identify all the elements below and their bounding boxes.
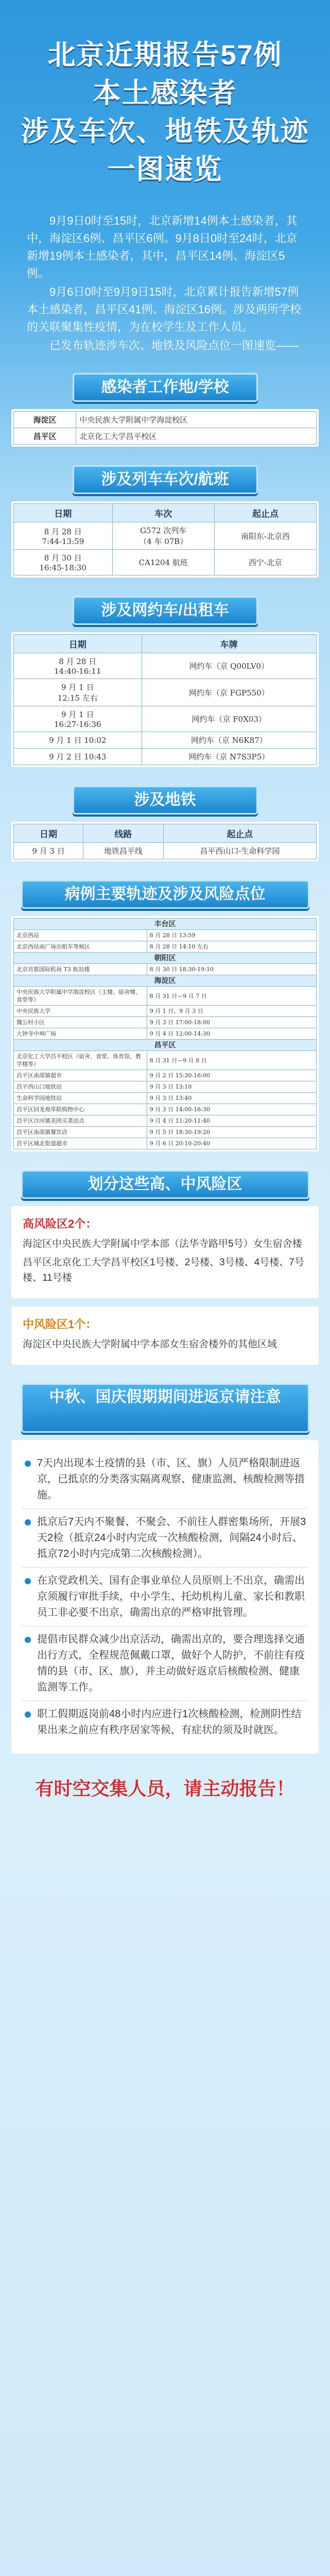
time-cell: 9 月 3 日 13:10 (147, 1081, 316, 1093)
location-cell: 昌平西山口地铁站 (14, 1081, 147, 1093)
table-row (14, 732, 317, 749)
table-row (14, 679, 317, 706)
time-cell: 8 月 28 日 14:10 左右 (147, 941, 316, 953)
mid-risk-label: 中风险区1个： (23, 1318, 97, 1331)
location-cell: 大钟寺中坤广场 (14, 1028, 147, 1040)
location-cell: 生命科学园地铁站 (14, 1093, 147, 1104)
high-risk-item: 昌平区北京化工大学昌平校区1号楼、2号楼、3号楼、4号楼、7号楼、11号楼 (23, 1257, 304, 1283)
time-cell: 9 月 3 日 17:00-18:00 (147, 1017, 316, 1028)
table-header: 车牌 (142, 635, 316, 653)
location-cell: 昌平区城北街道超市 (14, 1138, 147, 1149)
hint-item: 职工假期返岗前48小时内应进行1次核酸检测，检测阴性结果出来之前应有秩序居家等候，有症状的须及时就医。 (23, 1701, 307, 1743)
hint-section (11, 1383, 319, 1754)
table-row (14, 1006, 317, 1017)
district-name: 丰台区 (14, 919, 317, 930)
date-cell: 9 月 2 日 10:43 (14, 749, 142, 765)
hint-section-title: 中秋、国庆假期期间进返京请注意 (21, 1383, 309, 1433)
time-cell: 9 月 2 日 15:30-16:00 (147, 1070, 316, 1081)
intro-paragraph: 9月6日0时至9月9日15时，北京累计报告新增57例本土感染者，昌平区41例、海淀区16例。涉及两所学校的关联聚集性疫情，为在校学生及工作人员。 (27, 285, 301, 333)
location-cell: 北京西站南广场出租车等候区 (14, 941, 147, 953)
work-section-title: 感染者工作地/学校 (73, 373, 258, 402)
trajectory-table (13, 918, 317, 1149)
taxi-table (13, 634, 317, 765)
title-line: 北京近期报告57例 (47, 40, 283, 71)
time-cell: 9 月 1 日、9 月 3 日 (147, 1006, 316, 1017)
route-cell: 西宁-北京 (214, 550, 316, 575)
time-cell: 9 月 4 日 11:20-11:40 (147, 1115, 316, 1127)
table-row (14, 930, 317, 941)
title-line: 一图速览 (107, 154, 223, 185)
time-cell: 8 月 31 日—9 月 8 日 (147, 1051, 316, 1070)
location-cell: 昌平区回龙观华联购物中心 (14, 1104, 147, 1115)
place-cell: 北京化工大学昌平校区 (76, 428, 317, 445)
table-row (14, 653, 317, 679)
time-cell: 9 月 4 日 12:00-14:30 (147, 1028, 316, 1040)
table-row (14, 964, 317, 975)
date-cell: 8 月 28 日 14:40-16:11 (14, 653, 142, 679)
table-header: 线路 (83, 824, 164, 843)
high-risk-label: 高风险区2个： (23, 1217, 97, 1230)
time-cell: 8 月 28 日 13:59 (147, 930, 316, 941)
district-cell: 海淀区 (14, 412, 76, 428)
table-row (14, 1138, 317, 1149)
train-card (11, 501, 319, 578)
taxi-card (11, 632, 319, 767)
intro-paragraph: 9月9日0时至15时，北京新增14例本土感染者，其中，海淀区6例、昌平区6例。9月8日0时至24时，北京新增19例本土感染者，其中，昌平区14例、海淀区5例。 (27, 214, 298, 280)
district-row (14, 1040, 317, 1051)
subway-section (11, 786, 319, 861)
hero (0, 0, 330, 189)
hint-item: 7天内出现本土疫情的县（市、区、旗）人员严格限制进返京，已抵京的分类落实隔离观察、健康监测、核酸检测等措施。 (23, 1450, 307, 1509)
taxi-section-title: 涉及网约车/出租车 (73, 596, 258, 625)
title-line: 涉及车次、地铁及轨迹 (21, 116, 309, 147)
table-row (14, 843, 317, 859)
table-header: 日期 (14, 824, 83, 843)
table-row (14, 1104, 317, 1115)
table-row (14, 1093, 317, 1104)
date-cell: 9 月 1 日 10:02 (14, 732, 142, 749)
location-cell: 北京化工大学昌平校区（宿舍、食堂、体育馆、教学楼等） (14, 1051, 147, 1070)
subway-card (11, 822, 319, 861)
train-no-cell: CA1204 航班 (112, 550, 214, 575)
date-cell: 9 月 1 日 16:27-16:36 (14, 706, 142, 732)
taxi-section (11, 596, 319, 767)
date-cell: 8 月 30 日 16:45-18:30 (14, 550, 113, 575)
district-row (14, 953, 317, 964)
train-table (13, 503, 317, 575)
plate-cell: 网约车（京 N7S3P5） (142, 749, 316, 765)
table-row (14, 1070, 317, 1081)
train-section (11, 465, 319, 578)
table-row (14, 941, 317, 953)
time-cell: 9 月 5 日 18:30-19:20 (147, 1127, 316, 1138)
work-table (13, 411, 317, 445)
location-cell: 昌平区沙河镇美团买菜站点 (14, 1115, 147, 1127)
table-row (14, 1028, 317, 1040)
hint-item: 提倡市民群众减少出京活动，确需出京的，要合理选择交通出行方式，全程规范佩戴口罩，做好个人防护，不前往有疫情的县（市、区、旗），并主动做好返京后核酸检测、健康监测等工作。 (23, 1626, 307, 1701)
work-section (11, 373, 319, 447)
plate-cell: 网约车（京 Q00LV0） (142, 653, 316, 679)
location-cell: 昌平区南邵镇超市 (14, 1070, 147, 1081)
location-cell: 魏公村小区 (14, 1017, 147, 1028)
trajectory-card (11, 916, 319, 1151)
table-row (14, 412, 317, 428)
time-cell: 9 月 3 日 14:00-16:30 (147, 1104, 316, 1115)
route-cell: 南阳东-北京西 (214, 522, 316, 550)
table-row (14, 987, 317, 1006)
location-cell: 中央民族大学 (14, 1006, 147, 1017)
plate-cell: 网约车（京 N6K87） (142, 732, 316, 749)
date-cell: 8 月 28 日 7:44-13:59 (14, 522, 113, 550)
table-header: 日期 (14, 504, 113, 522)
intro-paragraph: 已发布轨迹涉车次、地铁及风险点位一图速览—— (49, 339, 299, 352)
date-cell: 9 月 1 日 12:15 左右 (14, 679, 142, 706)
time-cell: 8 月 31 日—9 月 7 日 (147, 987, 316, 1006)
high-risk-item: 海淀区中央民族大学附属中学本部（法华寺路甲5号）女生宿舍楼 (23, 1239, 302, 1249)
table-row (14, 706, 317, 732)
table-header: 日期 (14, 635, 142, 653)
title-line: 本土感染者 (93, 78, 237, 109)
subway-table (13, 824, 317, 859)
district-cell: 昌平区 (14, 428, 76, 445)
location-cell: 北京首都国际机场 T3 航站楼 (14, 964, 147, 975)
hint-box (11, 1440, 319, 1754)
time-cell: 9 月 3 日 13:40 (147, 1093, 316, 1104)
location-cell: 北京西站 (14, 930, 147, 941)
risk-section (11, 1170, 319, 1365)
table-row (14, 1081, 317, 1093)
place-cell: 中央民族大学附属中学海淀校区 (76, 412, 317, 428)
trajectory-section-title: 病例主要轨迹及涉及风险点位 (21, 880, 309, 909)
table-row (14, 749, 317, 765)
slogan: 有时空交集人员，请主动报告！ (35, 1778, 295, 1799)
district-name: 昌平区 (14, 1040, 317, 1051)
time-cell: 9 月 6 日 20:10-20:40 (147, 1138, 316, 1149)
mid-risk-box (11, 1307, 319, 1365)
train-section-title: 涉及列车车次/航班 (73, 465, 258, 494)
subway-section-title: 涉及地铁 (73, 786, 258, 815)
hint-item: 抵京后7天内不聚餐、不聚会、不前往人群密集场所，开展3天2检（抵京24小时内完成一次核酸检测，间隔24小时后、抵京72小时内完成第二次核酸检测）。 (23, 1509, 307, 1568)
work-card (11, 409, 319, 447)
table-row (14, 550, 317, 575)
mid-risk-item: 海淀区中央民族大学附属中学本部女生宿舍楼外的其他区域 (23, 1339, 277, 1350)
intro (27, 212, 303, 354)
route-cell: 昌平西山口-生命科学园 (163, 843, 316, 859)
hint-item: 在京党政机关、国有企事业单位人员原则上不出京，确需出京须履行审批手续，中小学生、托幼机构儿童、家长和教职员工非必要不出京，确需出京的严格审批管理。 (23, 1568, 307, 1626)
date-cell: 9 月 3 日 (14, 843, 83, 859)
table-row (14, 1115, 317, 1127)
time-cell: 8 月 30 日 18:30-19:10 (147, 964, 316, 975)
district-name: 海淀区 (14, 975, 317, 987)
line-cell: 地铁昌平线 (83, 843, 164, 859)
plate-cell: 网约车（京 FGP550） (142, 679, 316, 706)
table-row (14, 1051, 317, 1070)
table-header: 起止点 (214, 504, 316, 522)
train-no-cell: G572 次列车 （4 车 07B） (112, 522, 214, 550)
table-row (14, 522, 317, 550)
risk-section-title: 划分这些高、中风险区 (21, 1170, 309, 1199)
table-row (14, 428, 317, 445)
district-name: 朝阳区 (14, 953, 317, 964)
table-row (14, 1017, 317, 1028)
district-row (14, 919, 317, 930)
district-row (14, 975, 317, 987)
high-risk-box (11, 1206, 319, 1298)
trajectory-section (11, 880, 319, 1151)
location-cell: 中央民族大学附属中学海淀校区（主楼、宿舍楼、食堂等） (14, 987, 147, 1006)
table-row (14, 1127, 317, 1138)
table-header: 起止点 (163, 824, 316, 843)
table-header: 车次 (112, 504, 214, 522)
location-cell: 昌平区南邵镇餐饮店 (14, 1127, 147, 1138)
plate-cell: 网约车（京 F0X03） (142, 706, 316, 732)
